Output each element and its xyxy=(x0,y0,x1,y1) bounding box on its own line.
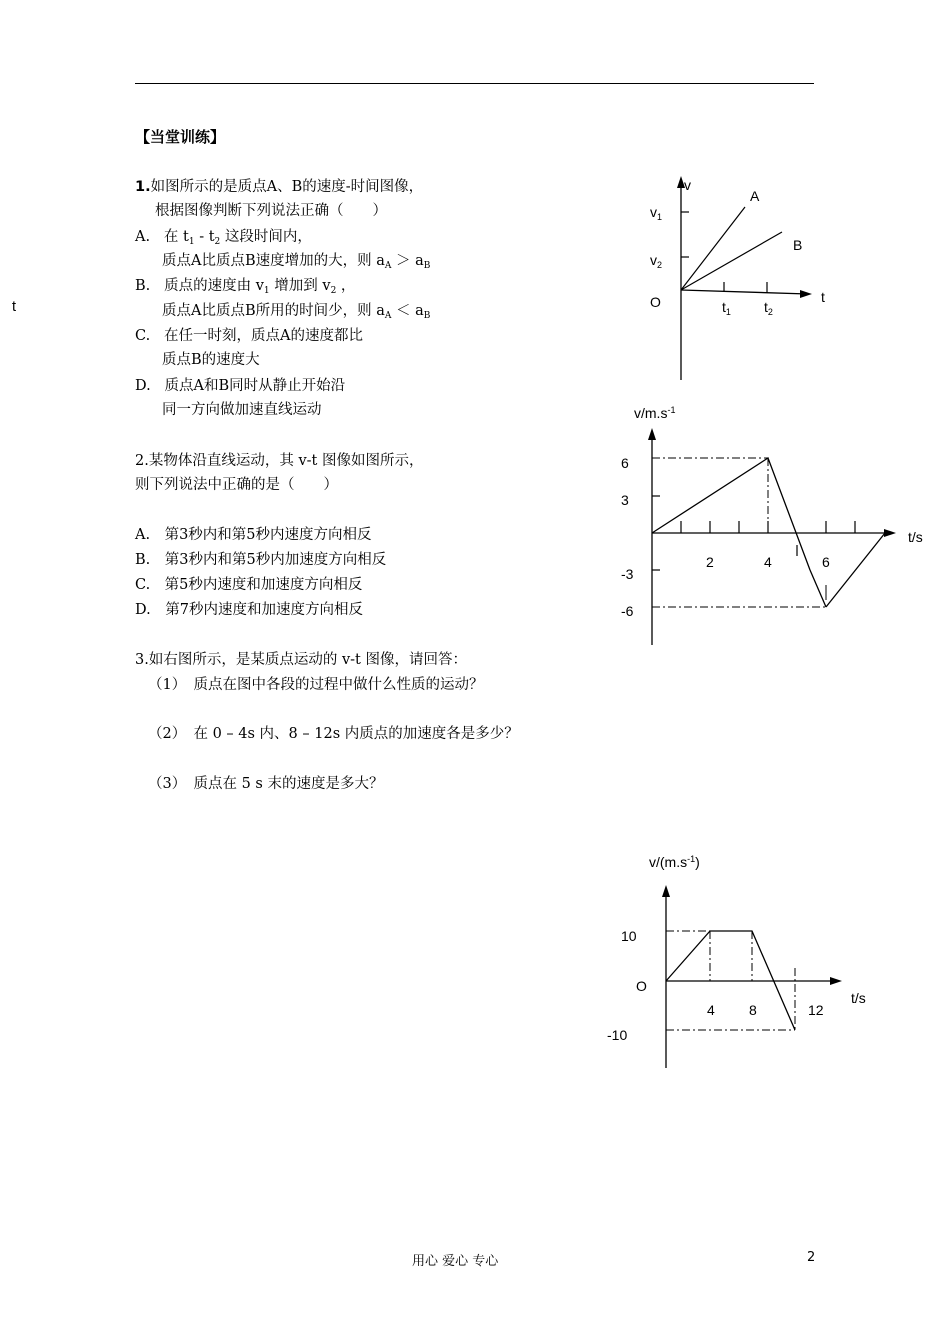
subscript: 1 xyxy=(188,237,195,247)
line-a-label: A xyxy=(750,188,760,204)
subscript: 2 xyxy=(214,237,221,247)
subscript: A xyxy=(384,311,392,321)
y-tick-neg6: -6 xyxy=(621,603,634,619)
x-axis-label: t/s xyxy=(908,529,923,545)
subscript: 1 xyxy=(263,286,270,296)
option-text: 在 t xyxy=(163,229,189,245)
subscript: A xyxy=(384,261,392,271)
x-axis-label: t/s xyxy=(851,990,866,1006)
stray-letter: t xyxy=(12,299,17,315)
option-text: - t xyxy=(194,229,215,245)
line-b-label: B xyxy=(793,237,803,253)
y-axis-arrow xyxy=(662,885,670,897)
y-tick-neg10: -10 xyxy=(607,1027,628,1043)
page-number: 2 xyxy=(807,1250,816,1265)
x-tick-4: 4 xyxy=(764,554,772,570)
q2-option-b: B. 第3秒内和第5秒内加速度方向相反 xyxy=(135,552,387,568)
q3-part-2: （2） 在 0 – 4s 内、8 – 12s 内质点的加速度各是多少？ xyxy=(148,726,519,742)
v2-label: $v_2$ xyxy=(650,252,663,270)
v1-label: $v_1$ xyxy=(650,204,663,222)
option-label: C. xyxy=(135,328,151,344)
q2-option-a: A. 第3秒内和第5秒内速度方向相反 xyxy=(135,527,372,543)
option-label: B. xyxy=(135,278,151,294)
option-text: ＞ a xyxy=(391,253,424,269)
y-axis-label: $v/m.s^{-1}$ xyxy=(634,405,676,421)
option-text: ， xyxy=(336,278,356,294)
q2-stem-line1: 2.某物体沿直线运动，其 v-t 图像如图所示， xyxy=(135,453,424,469)
q1-stem-line2: 根据图像判断下列说法正确（ ） xyxy=(155,203,387,219)
y-tick-3: 3 xyxy=(621,492,629,508)
footer-motto: 用心 爱心 专心 xyxy=(412,1254,499,1269)
q3-part-3: （3） 质点在 5 s 末的速度是多大？ xyxy=(148,776,384,792)
y-tick-neg3: -3 xyxy=(621,566,634,582)
origin-label: O xyxy=(650,294,661,310)
y-axis-label: v xyxy=(684,177,691,193)
option-text: 质点A比质点B速度增加的大，则 a xyxy=(162,253,385,269)
q3-stem: 3.如右图所示，是某质点运动的 v-t 图像，请回答： xyxy=(135,652,467,668)
q1-option-c-line2: 质点B的速度大 xyxy=(162,352,260,368)
section-title: 【当堂训练】 xyxy=(135,128,226,146)
option-label: D. xyxy=(135,378,151,394)
x-tick-12: 12 xyxy=(808,1002,824,1018)
option-text: 质点A比质点B所用的时间少，则 a xyxy=(162,303,385,319)
y-tick-10: 10 xyxy=(621,928,637,944)
q1-stem-text: 如图所示的是质点A、B的速度-时间图像， xyxy=(150,179,424,195)
x-tick-6: 6 xyxy=(822,554,830,570)
subscript: B xyxy=(423,311,431,321)
subscript: B xyxy=(423,261,431,271)
x-tick-8: 8 xyxy=(749,1002,757,1018)
option-text: 质点的速度由 v xyxy=(164,278,264,294)
q2-stem-line2: 则下列说法中正确的是（ ） xyxy=(135,477,338,493)
t2-label: $t_2$ xyxy=(764,299,773,317)
q3-part-1: （1） 质点在图中各段的过程中做什么性质的运动？ xyxy=(148,677,484,693)
q2-option-c: C. 第5秒内速度和加速度方向相反 xyxy=(135,577,363,593)
option-text: 质点A和B同时从静止开始沿 xyxy=(164,378,346,394)
q1-option-d-line2: 同一方向做加速直线运动 xyxy=(162,402,322,418)
t1-label: $t_1$ xyxy=(722,299,731,317)
x-tick-2: 2 xyxy=(706,554,714,570)
q2-option-d: D. 第7秒内速度和加速度方向相反 xyxy=(135,602,363,618)
x-tick-4: 4 xyxy=(707,1002,715,1018)
y-axis-label: $v/(m.s^{-1})$ xyxy=(649,854,700,870)
option-text: ＜ a xyxy=(391,303,424,319)
option-text: 增加到 v xyxy=(269,278,331,294)
option-text: 在任一时刻，质点A的速度都比 xyxy=(164,328,363,344)
option-label: A. xyxy=(135,229,151,245)
x-axis-label: t xyxy=(821,289,825,305)
y-tick-6: 6 xyxy=(621,455,629,471)
origin-label: O xyxy=(636,978,647,994)
option-text: 这段时间内， xyxy=(220,229,312,245)
q1-number: 1. xyxy=(135,179,151,195)
subscript: 2 xyxy=(330,286,337,296)
x-axis-arrow xyxy=(830,977,842,985)
